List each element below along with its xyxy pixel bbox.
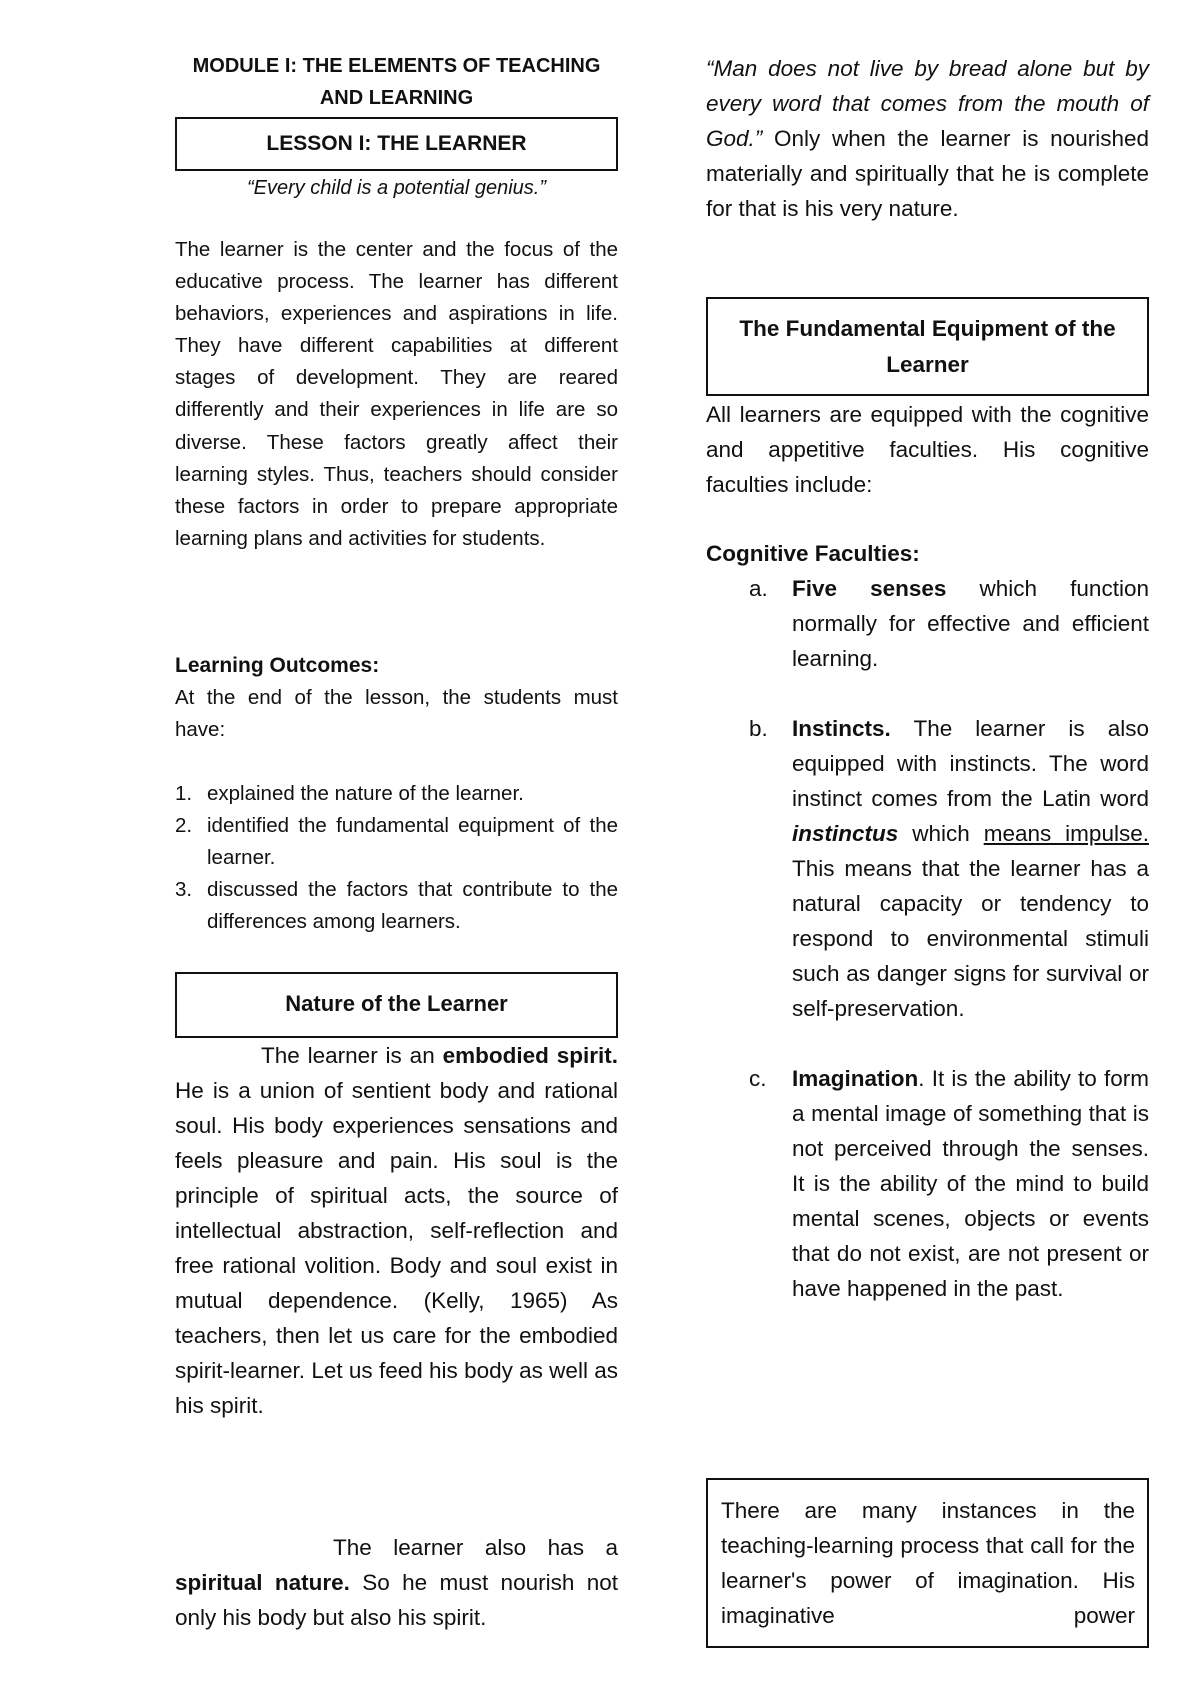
faculty-item-five-senses [749,571,1149,676]
faculty-item-instincts [749,711,1149,1026]
epigraph: “Every child is a potential genius.” [246,177,547,199]
lesson-title-box: LESSON I: THE LEARNER [175,117,618,171]
list-item-text: explained the nature of the learner. [207,782,524,805]
faculty-term: Imagination [792,1066,919,1091]
bread-quote-paragraph [706,51,1149,226]
underlined-phrase: means impulse. [983,821,1149,846]
list-letter: c. [749,1066,767,1091]
faculty-text: which function normally for effective and efficient learning. [792,576,1149,671]
nature-p1-lead: The learner is an [261,1043,435,1068]
list-letter: a. [749,576,768,601]
list-number: 2. [175,814,193,837]
nature-p1-bold: embodied spirit. [442,1043,618,1068]
faculty-term: Instincts. [792,716,891,741]
list-number: 3. [175,878,193,901]
list-item-text: identified the fundamental equipment of the learner. [207,814,618,869]
fundamental-equipment-heading-box: The Fundamental Equipment of the Learner [706,297,1149,396]
faculty-text: The learner is also equipped with instincts. The word instinct comes from the Latin word [792,716,1149,811]
nature-p1-rest: He is a union of sentient body and rational soul. His body experiences sensations and feels pleasure and pain. His soul is the principle of spiritual acts, the source of intellectual abstraction, self-reflection and free rational volition. Body and soul exist in mutual dependence. (Kelly, 1965) As teachers, then let us care for the embodied spirit-learner. Let us feed his body as well as his spirit. [175,1078,618,1418]
bread-quote-rest: Only when the learner is nourished materially and spiritually that he is complete for that is his very nature. [706,126,1149,221]
list-item-text: discussed the factors that contribute to the differences among learners. [207,878,618,933]
imagination-note-box [706,1478,1149,1648]
bread-quote: “Man does not live by bread alone but by every word that comes from the mouth of God.” [706,56,1149,151]
nature-p2-bold: spiritual nature. [175,1570,350,1595]
learning-outcomes-intro: At the end of the lesson, the students must have: [175,686,618,742]
list-item [175,874,618,938]
faculty-text: . It is the ability to form a mental image of something that is not perceived through the senses. It is the ability of the mind to build mental scenes, objects or events that do not exist, are not present or have happened in the past. [792,1066,1149,1301]
nature-p2-lead: The learner also has a [333,1535,618,1560]
intro-paragraph: The learner is the center and the focus of the educative process. The learner has different behaviors, experiences and aspirations in life. They have different capabilities at different stages of development. They are reared differently and their experiences in life are so diverse. These factors greatly affect their learning styles. Thus, teachers should consider these factors in order to prepare appropriate learning plans and activities for students. [175,238,618,550]
learning-outcomes-list [175,778,618,938]
module-title: MODULE I: THE ELEMENTS OF TEACHING AND LEARNING [192,55,601,109]
cognitive-faculties-list [749,571,1149,1306]
cognitive-faculties-heading: Cognitive Faculties: [706,541,920,566]
list-item [175,778,618,810]
faculty-text: This means that the learner has a natural capacity or tendency to respond to environmental stimuli such as danger signs for survival or self-preservation. [792,856,1149,1021]
list-item [175,810,618,874]
fundamental-intro: All learners are equipped with the cognitive and appetitive faculties. His cognitive faculties include: [706,402,1149,497]
nature-paragraph-2 [175,1530,618,1635]
nature-paragraph-1 [175,1038,618,1423]
list-letter: b. [749,716,768,741]
faculty-term: Five senses [792,576,947,601]
nature-heading-box: Nature of the Learner [175,972,618,1038]
latin-term: instinctus [792,821,899,846]
faculty-item-imagination [749,1061,1149,1306]
learning-outcomes-heading: Learning Outcomes: [175,654,380,677]
imagination-note-text: There are many instances in the teaching-learning process that call for the learner's power of imagination. His imaginative power [721,1498,1135,1628]
faculty-text: which [912,821,970,846]
list-number: 1. [175,782,193,805]
nature-p2-rest: So he must nourish not only his body but also his spirit. [175,1570,618,1630]
